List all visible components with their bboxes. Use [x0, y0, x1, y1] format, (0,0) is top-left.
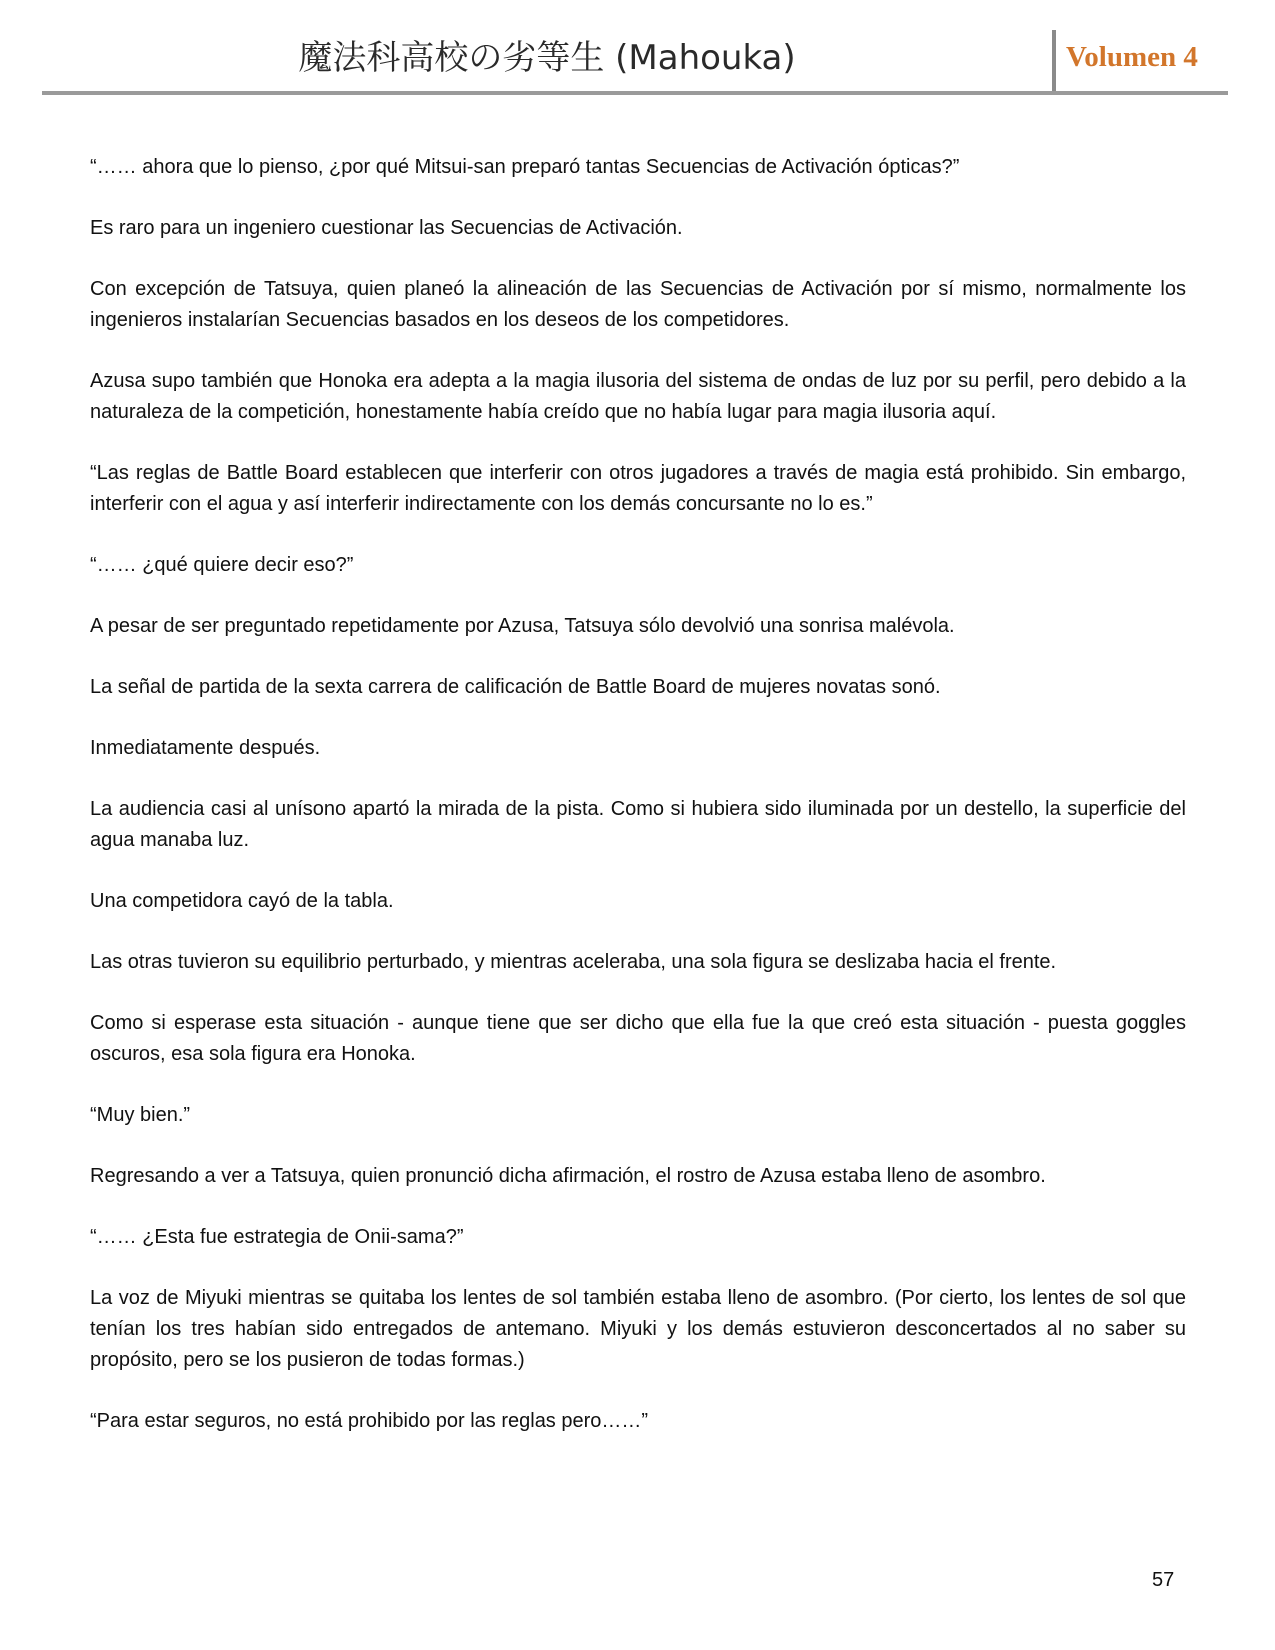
paragraph: “Las reglas de Battle Board establecen que interferir con otros jugadores a través de magia está prohibido. Sin embargo, interferir con el agua y así interferir indirectamente con los demás concursante no lo es.” [90, 462, 1186, 515]
paragraph: La señal de partida de la sexta carrera de calificación de Battle Board de mujeres novatas sonó. [90, 676, 941, 698]
paragraph: “…… ¿Esta fue estrategia de Onii-sama?” [90, 1226, 464, 1248]
paragraph: “…… ahora que lo pienso, ¿por qué Mitsui-san preparó tantas Secuencias de Activación ópticas?” [90, 156, 960, 178]
paragraph: Las otras tuvieron su equilibrio perturbado, y mientras aceleraba, una sola figura se deslizaba hacia el frente. [90, 951, 1057, 973]
paragraph: Con excepción de Tatsuya, quien planeó la alineación de las Secuencias de Activación por sí mismo, normalmente los ingenieros instalarían Secuencias basados en los deseos de los competidores. [90, 278, 1186, 331]
volume-label: Volumen 4 [1066, 41, 1198, 73]
paragraph: “Muy bien.” [90, 1104, 191, 1126]
book-title: 魔法科高校の劣等生 (Mahouka) [298, 38, 796, 78]
paragraph: A pesar de ser preguntado repetidamente por Azusa, Tatsuya sólo devolvió una sonrisa malévola. [90, 615, 955, 637]
paragraph: Una competidora cayó de la tabla. [90, 890, 394, 912]
paragraph: Azusa supo también que Honoka era adepta a la magia ilusoria del sistema de ondas de luz por su perfil, pero debido a la naturaleza de la competición, honestamente había creído que no había lugar para magia ilusoria aquí. [90, 370, 1186, 423]
header-rule [42, 91, 1228, 95]
page-body [90, 152, 1186, 1467]
paragraph: Como si esperase esta situación - aunque tiene que ser dicho que ella fue la que creó esta situación - puesta goggles oscuros, esa sola figura era Honoka. [90, 1012, 1186, 1065]
page-number: 57 [1152, 1569, 1175, 1591]
page-header [42, 28, 1228, 94]
paragraph: La voz de Miyuki mientras se quitaba los lentes de sol también estaba lleno de asombro. (Por cierto, los lentes de sol que tenían los tres habían sido entregados de antemano. Miyuki y los demás estuvieron desconcertados al no saber su propósito, pero se los pusieron de todas formas.) [90, 1287, 1186, 1371]
paragraph: Es raro para un ingeniero cuestionar las Secuencias de Activación. [90, 217, 683, 239]
paragraph: Inmediatamente después. [90, 737, 321, 759]
paragraph: La audiencia casi al unísono apartó la mirada de la pista. Como si hubiera sido iluminada por un destello, la superficie del agua manaba luz. [90, 798, 1186, 851]
header-divider [1052, 30, 1056, 92]
paragraph: “…… ¿qué quiere decir eso?” [90, 554, 354, 576]
paragraph: Regresando a ver a Tatsuya, quien pronunció dicha afirmación, el rostro de Azusa estaba lleno de asombro. [90, 1165, 1046, 1187]
paragraph: “Para estar seguros, no está prohibido por las reglas pero……” [90, 1410, 649, 1432]
